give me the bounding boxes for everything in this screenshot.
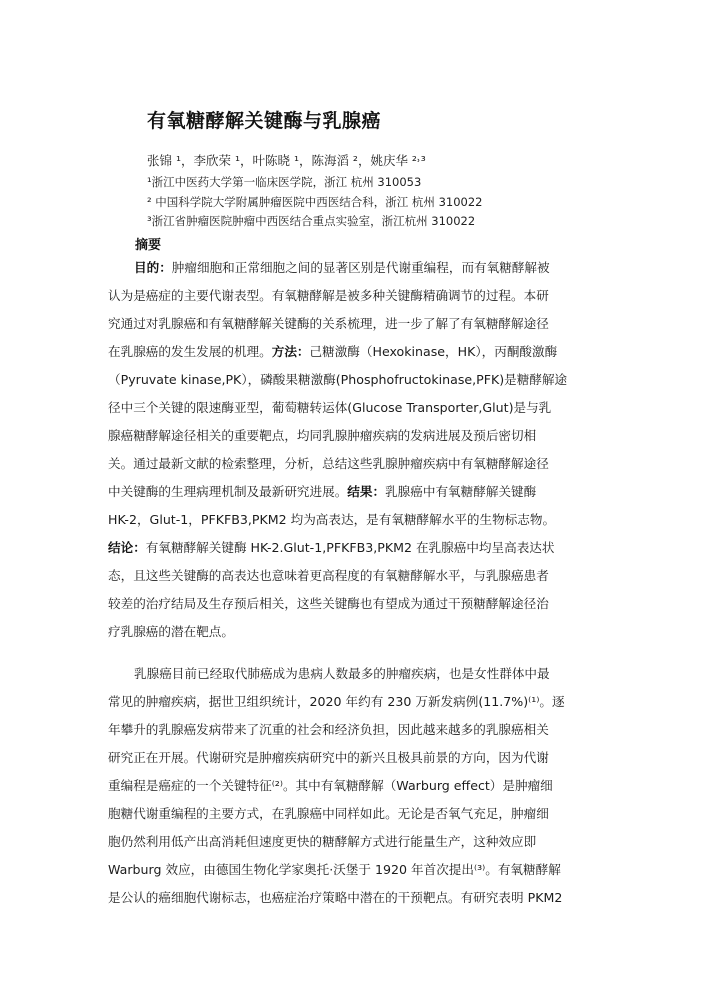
abstract-line: 认为是癌症的主要代谢表型。有氧糖酵解是被多种关键酶精确调节的过程。本研 [108,288,549,303]
affiliation-3: ³浙江省肿瘤医院肿瘤中西医结合重点实验室，浙江杭州 310022 [147,214,476,228]
abstract-line: 关。通过最新文献的检索整理，分析，总结这些乳腺肿瘤疾病中有氧糖酵解途径 [108,456,549,471]
purpose-label: 目的： [134,260,172,275]
abstract-line: 腺癌糖酵解途径相关的重要靶点，均同乳腺肿瘤疾病的发病进展及预后密切相 [108,428,537,443]
paper-title: 有氧糖酵解关键酶与乳腺癌 [147,110,382,132]
abstract-line: 态，且这些关键酶的高表达也意味着更高程度的有氧糖酵解水平，与乳腺癌患者 [108,568,549,583]
abstract-line: 究通过对乳腺癌和有氧糖酵解关键酶的关系梳理，进一步了解了有氧糖酵解途径 [108,316,549,331]
body-line: 是公认的癌细胞代谢标志，也癌症治疗策略中潜在的干预靶点。有研究表明 PKM2 [108,890,563,905]
body-line: 重编程是癌症的一个关键特征⁽²⁾。其中有氧糖酵解（Warburg effect）是肿瘤细 [108,778,553,793]
abstract-text: 在乳腺癌的发生发展的机理。 [108,344,272,359]
abstract-line [134,258,603,278]
abstract-text: 中关键酶的生理病理机制及最新研究进展。 [108,484,348,499]
body-line: 年攀升的乳腺癌发病带来了沉重的社会和经济负担，因此越来越多的乳腺癌相关 [108,722,549,737]
abstract-line: （Pyruvate kinase,PK），磷酸果糖激酶(Phosphofructokinase,PFK)是糖酵解途 [108,372,568,387]
body-line: 乳腺癌目前已经取代肺癌成为患病人数最多的肿瘤疾病，也是女性群体中最 [134,666,550,681]
abstract-heading: 摘要 [135,238,162,253]
conclusion-label: 结论： [108,540,146,555]
affiliation-2: ² 中国科学院大学附属肿瘤医院中西医结合科，浙江 杭州 310022 [147,195,483,209]
abstract-line: 较差的治疗结局及生存预后相关，这些关键酶也有望成为通过干预糖酵解途径治 [108,596,549,611]
abstract-line: 疗乳腺癌的潜在靶点。 [108,624,234,639]
abstract-line: 径中三个关键的限速酶亚型，葡萄糖转运体(Glucose Transporter,Glut)是与乳 [108,400,552,415]
author-list: 张锦 ¹，李欣荣 ¹，叶陈晓 ¹，陈海滔 ²，姚庆华 ²˒³ [147,153,426,168]
abstract-text: 有氧糖酵解关键酶 HK-2.Glut-1,PFKFB3,PKM2 在乳腺癌中均呈高表达状 [145,540,555,555]
abstract-line [108,538,603,558]
abstract-text: 乳腺癌中有氧糖酵解关键酶 [385,484,537,499]
abstract-text: 己糖激酶（Hexokinase，HK），丙酮酸激酶 [309,344,558,359]
abstract-line [108,482,603,502]
result-label: 结果： [347,484,386,499]
body-line: 研究正在开展。代谢研究是肿瘤疾病研究中的新兴且极具前景的方向，因为代谢 [108,750,549,765]
abstract-text: 肿瘤细胞和正常细胞之间的显著区别是代谢重编程，而有氧糖酵解被 [171,260,550,275]
body-line: Warburg 效应，由德国生物化学家奥托·沃堡于 1920 年首次提出⁽³⁾。有氧糖酵解 [108,862,561,877]
abstract-line [108,342,603,362]
method-label: 方法： [271,344,310,359]
abstract-line: HK-2，Glut-1，PFKFB3,PKM2 均为高表达，是有氧糖酵解水平的生物标志物。 [108,512,556,527]
affiliation-1: ¹浙江中医药大学第一临床医学院，浙江 杭州 310053 [147,175,422,189]
body-line: 胞仍然利用低产出高消耗但速度更快的糖酵解方式进行能量生产，这种效应即 [108,834,537,849]
body-line: 胞糖代谢重编程的主要方式，在乳腺癌中同样如此。无论是否氧气充足，肿瘤细 [108,806,549,821]
body-line: 常见的肿瘤疾病，据世卫组织统计，2020 年约有 230 万新发病例(11.7%)⁽¹⁾。逐 [108,694,565,709]
